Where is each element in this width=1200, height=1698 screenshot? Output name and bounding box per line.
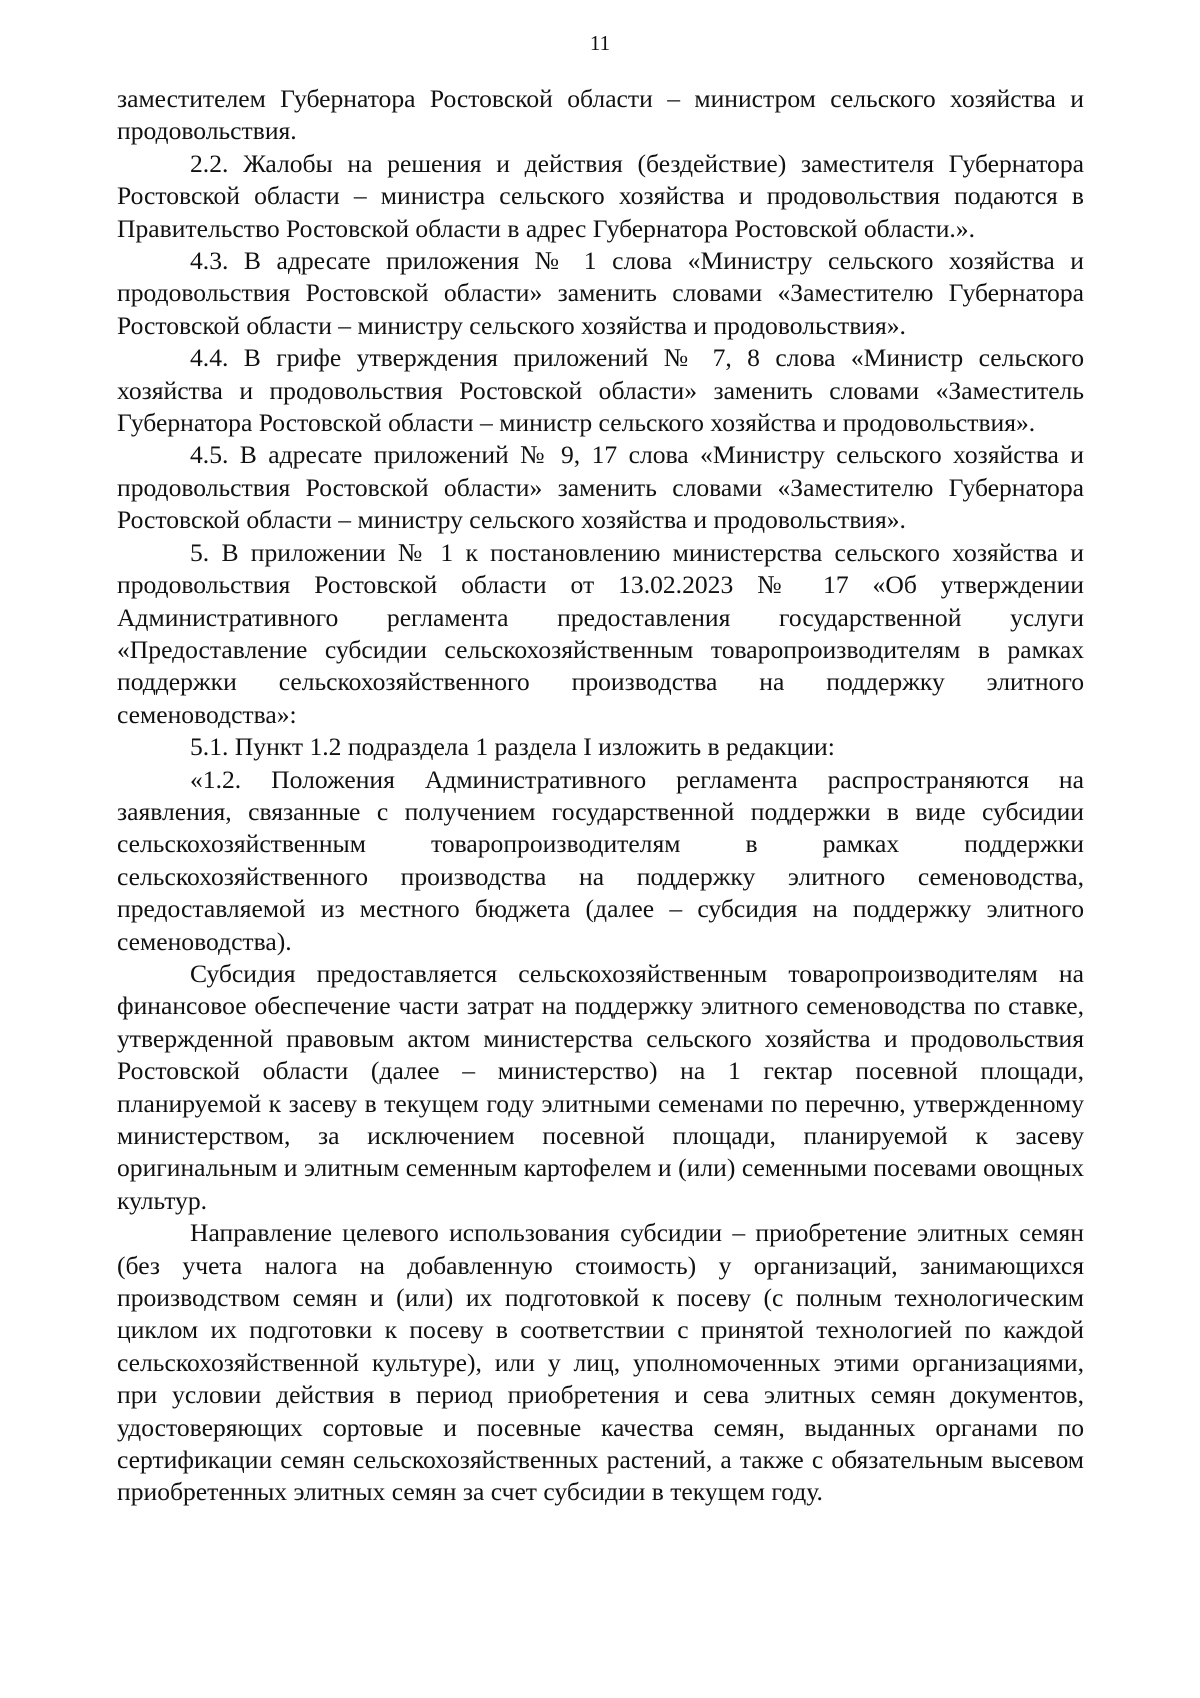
paragraph-5-1: 5.1. Пункт 1.2 подраздела 1 раздела I изложить в редакции: xyxy=(190,732,835,762)
paragraph-4-3: 4.3. В адресате приложения № 1 слова «Министру сельского хозяйства и продовольствия Ростовской области» заменить словами «Заместителю Губернатора Ростовской области – министру сельского хозяйства и продовольствия». xyxy=(117,246,1084,340)
page-number: 11 xyxy=(589,31,611,55)
paragraph-1-2: «1.2. Положения Административного регламента распространяются на заявления, связанные с получением государственной поддержки в виде субсидии сельскохозяйственным товаропроизводителям в рамках поддержки сельскохозяйственного производства на поддержку элитного семеноводства, предоставляемой из местного бюджета (далее – субсидия на поддержку элитного семеноводства). xyxy=(117,764,1084,956)
document-body xyxy=(117,83,1084,1509)
paragraph-purpose: Направление целевого использования субсидии – приобретение элитных семян (без учета налога на добавленную стоимость) у организаций, занимающихся производством семян и (или) их подготовкой к посеву (с полным технологическим циклом их подготовки к посеву в соответствии с принятой технологией по каждой сельскохозяйственной культуре), или у лиц, уполномоченных этими организациями, при условии действия в период приобретения и сева элитных семян документов, удостоверяющих сортовые и посевные качества семян, выданных органами по сертификации семян сельскохозяйственных растений, а также с обязательным высевом приобретенных элитных семян за счет субсидии в текущем году. xyxy=(117,1218,1084,1507)
paragraph-5: 5. В приложении № 1 к постановлению министерства сельского хозяйства и продовольствия Ростовской области от 13.02.2023 № 17 «Об утверждении Административного регламента предоставления государственной услуги «Предоставление субсидии сельскохозяйственным товаропроизводителям в рамках поддержки сельскохозяйственного производства на поддержку элитного семеноводства»: xyxy=(117,537,1084,729)
paragraph-4-4: 4.4. В грифе утверждения приложений № 7, 8 слова «Министр сельского хозяйства и продовольствия Ростовской области» заменить словами «Заместитель Губернатора Ростовской области – министр сельского хозяйства и продовольствия». xyxy=(117,343,1084,438)
paragraph-2-2: 2.2. Жалобы на решения и действия (бездействие) заместителя Губернатора Ростовской области – министра сельского хозяйства и продовольствия подаются в Правительство Ростовской области в адрес Губернатора Ростовской области.». xyxy=(117,148,1084,243)
paragraph-continuation: заместителем Губернатора Ростовской области – министром сельского хозяйства и продовольствия. xyxy=(117,84,1084,146)
paragraph-4-5: 4.5. В адресате приложений № 9, 17 слова «Министру сельского хозяйства и продовольствия Ростовской области» заменить словами «Заместителю Губернатора Ростовской области – министру сельского хозяйства и продовольствия». xyxy=(117,440,1084,535)
paragraph-subsidy: Субсидия предоставляется сельскохозяйственным товаропроизводителям на финансовое обеспечение части затрат на поддержку элитного семеноводства по ставке, утвержденной правовым актом министерства сельского хозяйства и продовольствия Ростовской области (далее – министерство) на 1 гектар посевной площади, планируемой к засеву в текущем году элитными семенами по перечню, утвержденному министерством, за исключением посевной площади, планируемой к засеву оригинальным и элитным семенным картофелем и (или) семенными посевами овощных культур. xyxy=(117,958,1084,1215)
